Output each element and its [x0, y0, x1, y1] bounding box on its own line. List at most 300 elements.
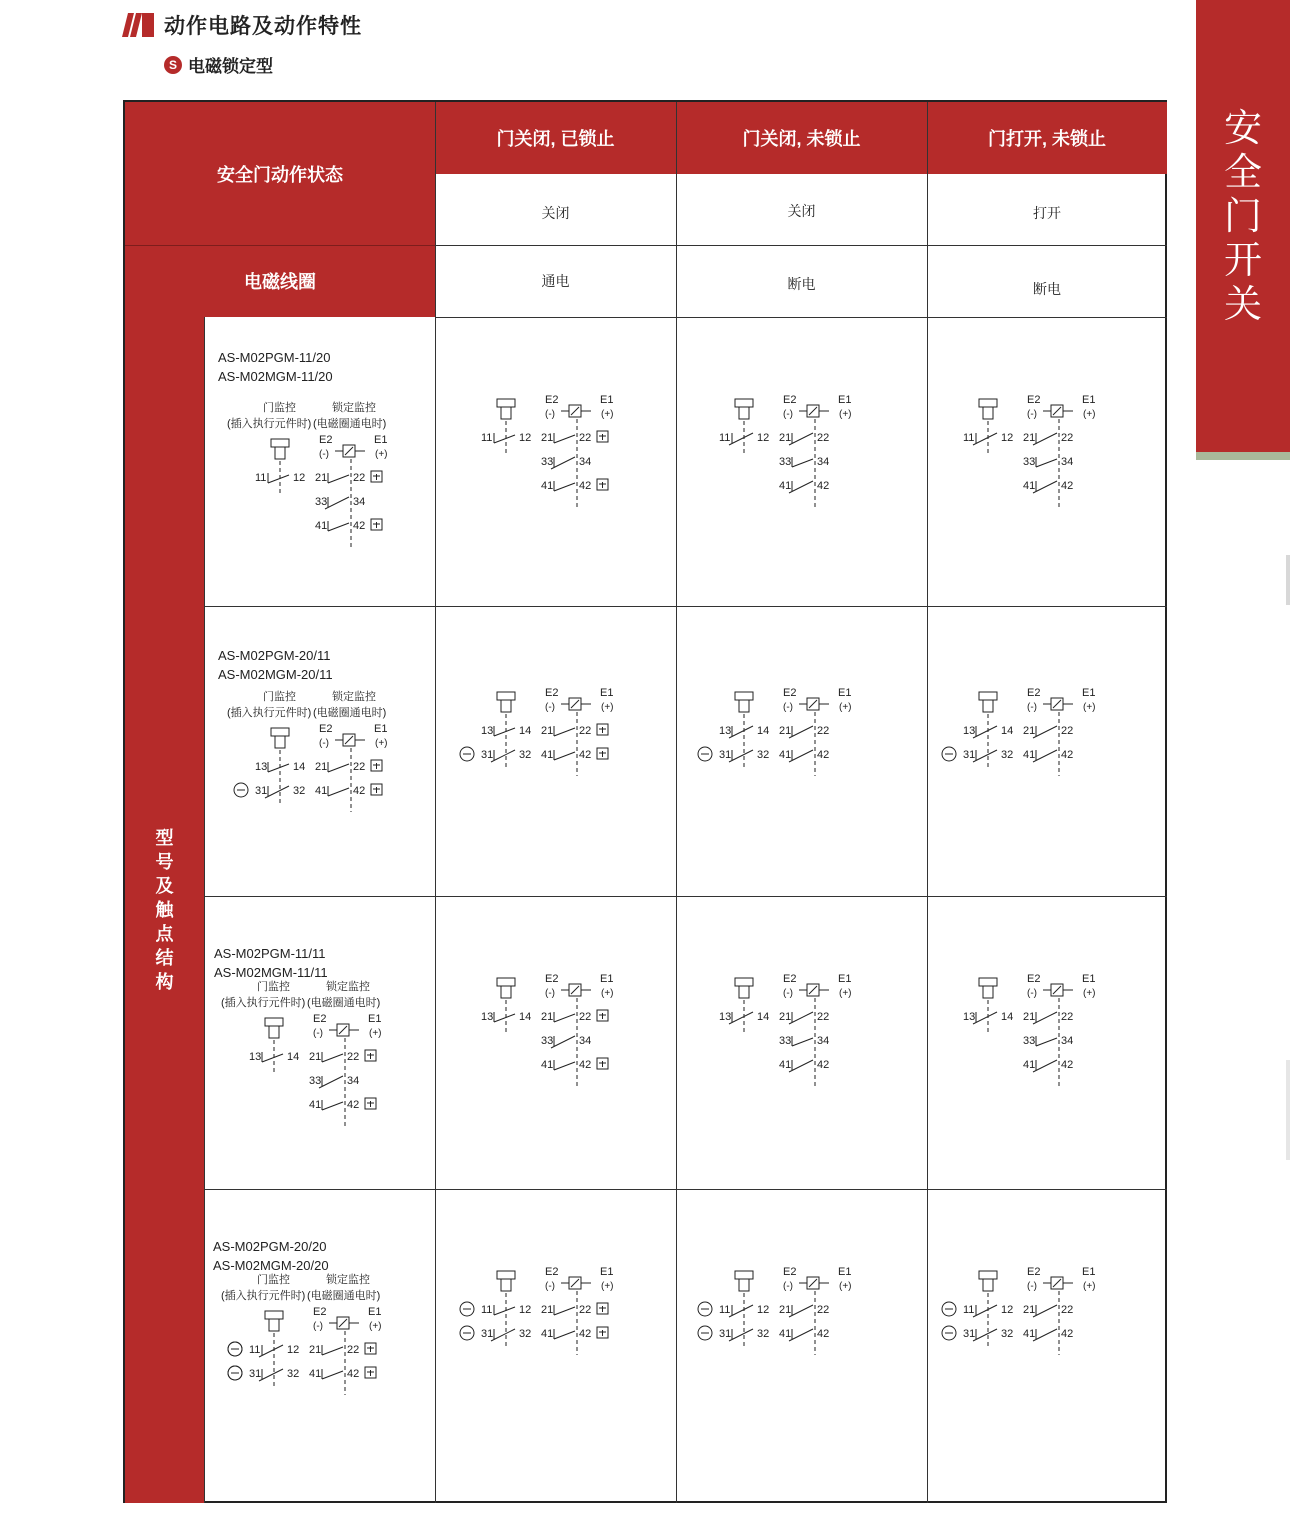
side-tab-char: 开	[1223, 238, 1262, 282]
terminal-label: 22	[817, 1304, 830, 1316]
terminal-label: 33	[779, 456, 792, 468]
model-name: AS-M02MGM-20/20	[213, 1258, 329, 1273]
contact-diagram	[698, 1266, 852, 1355]
coil-terminal: (-)	[545, 988, 555, 999]
side-tab-label	[1196, 106, 1290, 326]
coil-terminal: E1	[838, 394, 852, 406]
coil-terminal: E1	[1082, 1266, 1096, 1278]
wire-line	[322, 1102, 343, 1110]
wire-line	[1053, 1279, 1061, 1287]
actuator-key-icon	[271, 728, 289, 736]
terminal-label: 21	[1023, 1304, 1036, 1316]
diagram-caption: (电磁圈通电时)	[307, 997, 381, 1009]
wire-line	[973, 750, 997, 762]
coil-terminal: E1	[1082, 687, 1096, 699]
terminal-label: 22	[347, 1051, 360, 1063]
terminal-label: 14	[757, 725, 770, 737]
terminal-label: 31	[719, 1328, 732, 1340]
actuator-key-icon	[983, 700, 993, 712]
terminal-label: 14	[519, 725, 532, 737]
coil-terminal: E1	[600, 394, 614, 406]
coil-terminal: E1	[600, 1266, 614, 1278]
diagram-caption: 门监控	[257, 1274, 290, 1286]
wire-line	[491, 1329, 515, 1341]
wire-line	[1036, 459, 1057, 467]
diagram-caption: (插入执行元件时)	[227, 418, 312, 430]
terminal-label: 14	[293, 761, 306, 773]
wire-line	[729, 1012, 753, 1024]
contact-diagram	[963, 973, 1096, 1086]
terminal-label: 22	[1061, 1304, 1074, 1316]
wire-line	[494, 1307, 515, 1315]
terminal-label: 42	[579, 749, 592, 761]
contact-diagram	[460, 1266, 614, 1355]
s-badge-icon: S	[164, 56, 182, 74]
terminal-label: 31	[249, 1368, 262, 1380]
terminal-label: 21	[779, 725, 792, 737]
terminal-label: 21	[779, 432, 792, 444]
contact-diagram	[221, 1272, 382, 1395]
terminal-label: 42	[817, 480, 830, 492]
wire-line	[259, 1345, 283, 1357]
actuator-key-icon	[739, 407, 749, 419]
coil-terminal: (-)	[545, 702, 555, 713]
coil-terminal: E2	[1027, 973, 1041, 985]
terminal-label: 32	[757, 1328, 770, 1340]
terminal-label: 11	[963, 432, 975, 444]
terminal-label: 22	[579, 1304, 592, 1316]
actuator-key-icon	[275, 447, 285, 459]
coil-terminal: (+)	[375, 738, 388, 749]
terminal-label: 33	[779, 1035, 792, 1047]
coil-terminal: (+)	[839, 988, 852, 999]
terminal-label: 21	[309, 1051, 322, 1063]
terminal-label: 21	[541, 725, 554, 737]
terminal-label: 42	[579, 1059, 592, 1071]
side-tab-char: 安	[1223, 106, 1262, 150]
wire-line	[789, 1329, 813, 1341]
wire-line	[789, 1305, 813, 1317]
terminal-label: 12	[1001, 1304, 1014, 1316]
terminal-label: 34	[579, 1035, 592, 1047]
actuator-key-icon	[739, 700, 749, 712]
model-name: AS-M02PGM-20/11	[218, 648, 331, 663]
terminal-label: 42	[817, 1328, 830, 1340]
actuator-key-icon	[501, 1279, 511, 1291]
side-tab-char: 全	[1223, 150, 1262, 194]
wire-line	[792, 1038, 813, 1046]
terminal-label: 11	[963, 1304, 975, 1316]
terminal-label: 13	[719, 1011, 732, 1023]
terminal-label: 22	[347, 1344, 360, 1356]
terminal-label: 42	[579, 1328, 592, 1340]
coil-terminal: (+)	[839, 409, 852, 420]
terminal-label: 41	[309, 1368, 322, 1380]
coil-terminal: (+)	[601, 702, 614, 713]
wire-line	[789, 726, 813, 738]
terminal-label: 21	[1023, 725, 1036, 737]
terminal-label: 34	[347, 1075, 360, 1087]
wire-line	[1033, 1329, 1057, 1341]
wire-line	[328, 764, 349, 772]
coil-state-text: 断电	[1033, 281, 1061, 297]
wire-line	[789, 1012, 813, 1024]
actuator-key-icon	[269, 1026, 279, 1038]
wire-line	[973, 726, 997, 738]
contact-diagram	[719, 394, 852, 507]
coil-terminal: (+)	[375, 449, 388, 460]
edge-marker	[1286, 1060, 1290, 1160]
wire-line	[789, 1060, 813, 1072]
coil-terminal: E2	[545, 1266, 559, 1278]
coil-terminal: E2	[783, 394, 797, 406]
model-name: AS-M02PGM-11/11	[214, 946, 326, 961]
actuator-key-icon	[265, 1311, 283, 1319]
terminal-label: 14	[757, 1011, 770, 1023]
wire-line	[494, 435, 515, 443]
terminal-label: 42	[353, 520, 366, 532]
coil-terminal: (-)	[545, 1281, 555, 1292]
terminal-label: 12	[293, 472, 306, 484]
coil-terminal: (+)	[369, 1028, 382, 1039]
wire-line	[1033, 433, 1057, 445]
terminal-label: 22	[353, 472, 366, 484]
actuator-key-icon	[501, 407, 511, 419]
diagram-caption: (插入执行元件时)	[227, 707, 312, 719]
diagram-caption: 门监控	[263, 402, 296, 414]
diagram-caption: 门监控	[257, 981, 290, 993]
terminal-label: 31	[963, 749, 976, 761]
terminal-label: 22	[579, 432, 592, 444]
diagram-caption: (电磁圈通电时)	[313, 707, 387, 719]
terminal-label: 42	[1061, 749, 1074, 761]
terminal-label: 22	[579, 725, 592, 737]
actuator-key-icon	[735, 1271, 753, 1279]
terminal-label: 41	[779, 749, 792, 761]
terminal-label: 32	[519, 749, 532, 761]
coil-terminal: (+)	[369, 1321, 382, 1332]
terminal-label: 13	[249, 1051, 262, 1063]
terminal-label: 13	[963, 725, 976, 737]
terminal-label: 12	[757, 1304, 770, 1316]
wire-line	[973, 1329, 997, 1341]
edge-marker	[1286, 555, 1290, 605]
wire-line	[973, 1305, 997, 1317]
column-title: 门打开, 未锁止	[987, 129, 1106, 149]
terminal-label: 41	[541, 1328, 554, 1340]
coil-terminal: (+)	[839, 702, 852, 713]
diagram-caption: (电磁圈通电时)	[313, 418, 387, 430]
wire-line	[494, 728, 515, 736]
coil-terminal: (+)	[1083, 1281, 1096, 1292]
terminal-label: 42	[347, 1099, 360, 1111]
actuator-key-icon	[497, 692, 515, 700]
wire-line	[809, 407, 817, 415]
subheading	[164, 52, 273, 77]
terminal-label: 21	[541, 432, 554, 444]
wire-line	[345, 736, 353, 744]
terminal-label: 34	[1061, 456, 1074, 468]
wire-line	[1033, 750, 1057, 762]
terminal-label: 13	[963, 1011, 976, 1023]
coil-terminal: (+)	[839, 1281, 852, 1292]
terminal-label: 11	[719, 432, 731, 444]
wire-line	[571, 700, 579, 708]
terminal-label: 13	[481, 725, 494, 737]
coil-terminal: (+)	[601, 409, 614, 420]
wire-line	[729, 750, 753, 762]
terminal-label: 41	[1023, 1328, 1036, 1340]
terminal-label: 11	[719, 1304, 731, 1316]
door-state-text: 关闭	[787, 202, 816, 219]
terminal-label: 42	[347, 1368, 360, 1380]
coil-label: 电磁线圈	[244, 272, 316, 292]
wire-line	[268, 764, 289, 772]
coil-terminal: (-)	[1027, 988, 1037, 999]
terminal-label: 41	[779, 1059, 792, 1071]
wire-line	[265, 786, 289, 798]
coil-terminal: (+)	[1083, 702, 1096, 713]
contact-diagram	[942, 1266, 1096, 1355]
coil-terminal: (-)	[783, 409, 793, 420]
actuator-key-icon	[735, 692, 753, 700]
wire-line	[1033, 481, 1057, 493]
wire-line	[554, 728, 575, 736]
coil-terminal: E1	[368, 1306, 382, 1318]
terminal-label: 41	[541, 480, 554, 492]
side-tab	[1196, 0, 1290, 452]
coil-terminal: (+)	[601, 988, 614, 999]
actuator-key-icon	[275, 736, 285, 748]
coil-terminal: E2	[545, 973, 559, 985]
circuit-diagrams	[125, 102, 1165, 1503]
wire-line	[809, 1279, 817, 1287]
coil-terminal: E1	[600, 687, 614, 699]
column-title: 门关闭, 未锁止	[742, 129, 861, 149]
wire-line	[551, 1036, 575, 1048]
actuator-key-icon	[501, 700, 511, 712]
terminal-label: 41	[779, 1328, 792, 1340]
terminal-label: 34	[817, 456, 830, 468]
model-name: AS-M02MGM-11/11	[214, 965, 328, 980]
coil-terminal: E1	[374, 723, 388, 735]
terminal-label: 11	[255, 472, 267, 484]
actuator-key-icon	[739, 986, 749, 998]
terminal-label: 21	[779, 1011, 792, 1023]
terminal-label: 32	[519, 1328, 532, 1340]
terminal-label: 41	[541, 1059, 554, 1071]
wire-line	[1033, 1060, 1057, 1072]
coil-terminal: (-)	[1027, 409, 1037, 420]
wire-line	[494, 1014, 515, 1022]
wire-line	[319, 1076, 343, 1088]
wire-line	[973, 1012, 997, 1024]
wire-line	[554, 435, 575, 443]
contact-diagram	[460, 687, 614, 776]
contact-diagram	[719, 973, 852, 1086]
contact-diagram	[698, 687, 852, 776]
terminal-label: 33	[1023, 456, 1036, 468]
terminal-label: 34	[817, 1035, 830, 1047]
actuator-key-icon	[735, 399, 753, 407]
contact-table	[123, 100, 1167, 1503]
wire-line	[328, 788, 349, 796]
actuator-key-icon	[501, 986, 511, 998]
coil-terminal: E2	[783, 687, 797, 699]
coil-terminal: E2	[1027, 687, 1041, 699]
model-name: AS-M02MGM-20/11	[218, 667, 333, 682]
coil-terminal: (-)	[1027, 1281, 1037, 1292]
section-heading	[122, 8, 362, 42]
wire-line	[571, 1279, 579, 1287]
wire-line	[729, 433, 753, 445]
diagram-caption: 锁定监控	[326, 981, 370, 993]
wire-line	[1033, 1305, 1057, 1317]
terminal-label: 41	[309, 1099, 322, 1111]
side-tab-char: 门	[1223, 194, 1262, 238]
model-name: AS-M02PGM-11/20	[218, 350, 331, 365]
wire-line	[339, 1026, 347, 1034]
wire-line	[339, 1319, 347, 1327]
terminal-label: 14	[287, 1051, 300, 1063]
wire-line	[345, 447, 353, 455]
wire-line	[268, 475, 289, 483]
contact-diagram	[481, 394, 614, 507]
row-group-label: 型号及触点结构	[155, 828, 174, 992]
wire-line	[551, 457, 575, 469]
wire-line	[809, 700, 817, 708]
terminal-label: 12	[757, 432, 770, 444]
wire-line	[1036, 1038, 1057, 1046]
actuator-key-icon	[497, 399, 515, 407]
terminal-label: 22	[353, 761, 366, 773]
model-name: AS-M02MGM-11/20	[218, 369, 333, 384]
actuator-key-icon	[983, 407, 993, 419]
coil-state-text: 断电	[787, 276, 816, 292]
actuator-key-icon	[265, 1018, 283, 1026]
coil-terminal: E2	[1027, 1266, 1041, 1278]
terminal-label: 41	[541, 749, 554, 761]
terminal-label: 22	[1061, 1011, 1074, 1023]
wire-line	[729, 726, 753, 738]
coil-terminal: E2	[783, 973, 797, 985]
coil-terminal: E2	[313, 1013, 327, 1025]
coil-terminal: (-)	[319, 738, 329, 749]
terminal-label: 31	[963, 1328, 976, 1340]
coil-terminal: E2	[319, 434, 333, 446]
coil-terminal: (+)	[601, 1281, 614, 1292]
wire-line	[554, 483, 575, 491]
terminal-label: 32	[293, 785, 306, 797]
terminal-label: 22	[579, 1011, 592, 1023]
column-title: 门关闭, 已锁止	[496, 129, 615, 149]
coil-terminal: E2	[783, 1266, 797, 1278]
actuator-key-icon	[497, 978, 515, 986]
diagram-caption: 锁定监控	[332, 402, 376, 414]
wire-line	[554, 752, 575, 760]
terminal-label: 21	[1023, 1011, 1036, 1023]
terminal-label: 13	[719, 725, 732, 737]
terminal-label: 13	[255, 761, 268, 773]
terminal-label: 11	[481, 432, 493, 444]
terminal-label: 32	[757, 749, 770, 761]
contact-diagram	[227, 689, 388, 812]
terminal-label: 34	[579, 456, 592, 468]
terminal-label: 14	[519, 1011, 532, 1023]
wire-line	[1053, 986, 1061, 994]
wire-line	[262, 1054, 283, 1062]
coil-terminal: E1	[1082, 394, 1096, 406]
side-tab-char: 关	[1223, 282, 1262, 326]
coil-terminal: (-)	[783, 988, 793, 999]
terminal-label: 22	[817, 1011, 830, 1023]
coil-state-text: 通电	[541, 273, 570, 289]
terminal-label: 32	[1001, 749, 1014, 761]
actuator-key-icon	[735, 978, 753, 986]
terminal-label: 42	[1061, 480, 1074, 492]
terminal-label: 34	[353, 496, 366, 508]
terminal-label: 33	[315, 496, 328, 508]
terminal-label: 13	[481, 1011, 494, 1023]
wire-line	[328, 523, 349, 531]
wire-line	[1033, 1012, 1057, 1024]
terminal-label: 12	[519, 1304, 532, 1316]
terminal-label: 22	[1061, 725, 1074, 737]
diagram-caption: (电磁圈通电时)	[307, 1290, 381, 1302]
diagram-caption: (插入执行元件时)	[221, 997, 306, 1009]
diagram-caption: 锁定监控	[326, 1274, 370, 1286]
terminal-label: 31	[719, 749, 732, 761]
door-state-text: 打开	[1033, 204, 1061, 221]
coil-terminal: (-)	[319, 449, 329, 460]
terminal-label: 42	[1061, 1059, 1074, 1071]
terminal-label: 33	[541, 456, 554, 468]
terminal-label: 12	[519, 432, 532, 444]
coil-terminal: (+)	[1083, 409, 1096, 420]
terminal-label: 11	[481, 1304, 493, 1316]
terminal-label: 11	[249, 1344, 261, 1356]
wire-line	[328, 475, 349, 483]
state-label: 安全门动作状态	[217, 164, 343, 185]
terminal-label: 33	[1023, 1035, 1036, 1047]
terminal-label: 32	[287, 1368, 300, 1380]
terminal-label: 41	[779, 480, 792, 492]
coil-terminal: (-)	[1027, 702, 1037, 713]
wire-line	[1053, 407, 1061, 415]
terminal-label: 41	[1023, 480, 1036, 492]
terminal-label: 22	[1061, 432, 1074, 444]
wire-line	[1033, 726, 1057, 738]
coil-terminal: (+)	[1083, 988, 1096, 999]
terminal-label: 21	[315, 472, 328, 484]
wire-line	[729, 1329, 753, 1341]
coil-terminal: E2	[545, 394, 559, 406]
coil-terminal: E1	[838, 973, 852, 985]
coil-terminal: (-)	[545, 409, 555, 420]
actuator-key-icon	[979, 978, 997, 986]
terminal-label: 32	[1001, 1328, 1014, 1340]
terminal-label: 31	[255, 785, 268, 797]
terminal-label: 31	[481, 1328, 494, 1340]
terminal-label: 41	[315, 520, 328, 532]
terminal-label: 21	[541, 1304, 554, 1316]
terminal-label: 21	[779, 1304, 792, 1316]
wire-line	[554, 1062, 575, 1070]
subheading-text: 电磁锁定型	[188, 57, 273, 76]
wire-line	[571, 986, 579, 994]
wire-line	[322, 1054, 343, 1062]
side-tab-accent	[1196, 452, 1290, 460]
